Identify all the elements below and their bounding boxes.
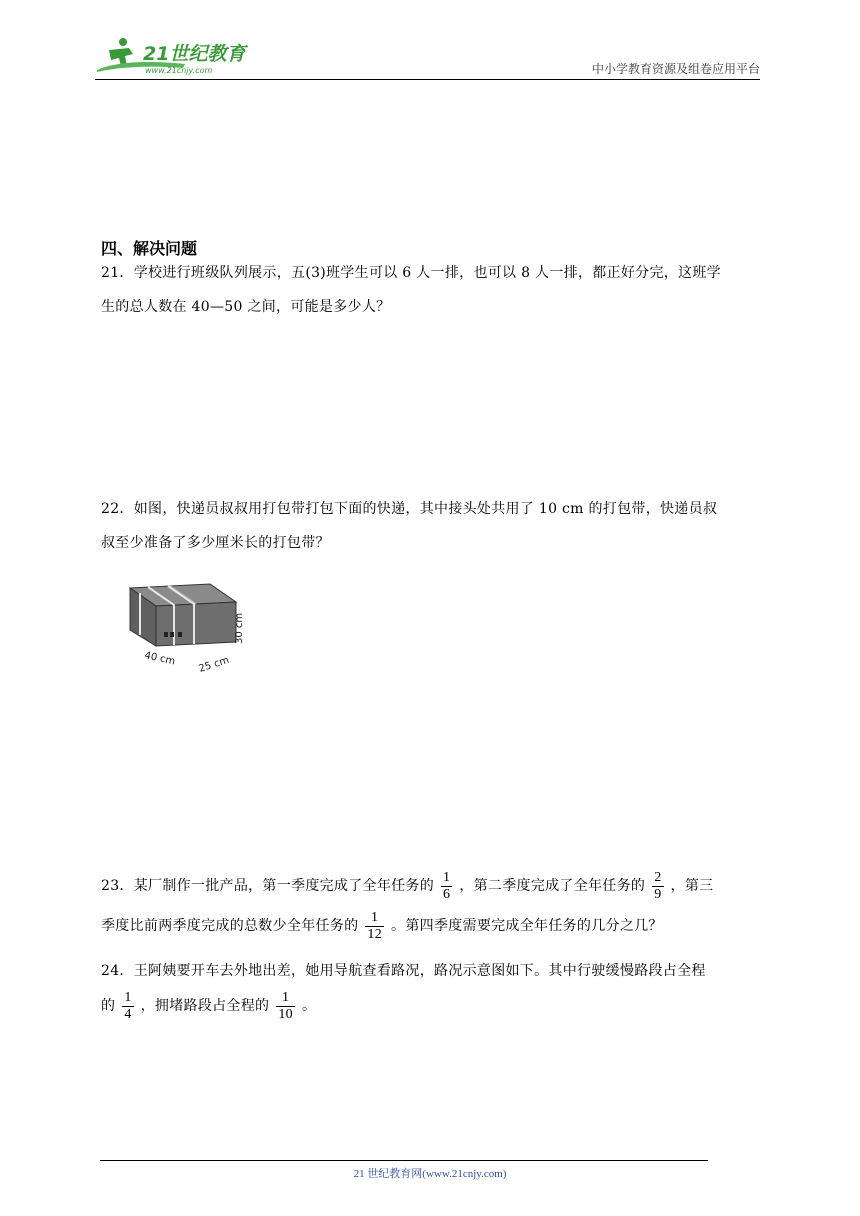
fraction-numerator: 1 <box>281 989 290 1005</box>
fraction-one-sixth <box>441 870 452 903</box>
fraction-two-ninths <box>652 870 663 903</box>
length-label: 40 cm <box>143 650 177 668</box>
question-23-text-1: 23．某厂制作一批产品，第一季度完成了全年任务的 <box>101 878 435 894</box>
fraction-denominator: 9 <box>654 886 662 902</box>
logo-wordmark: 21世纪教育 <box>143 43 246 65</box>
question-24-text-1: 的 <box>101 998 116 1014</box>
fraction-numerator: 2 <box>654 869 662 885</box>
fraction-one-quarter <box>122 990 133 1023</box>
question-21 <box>101 256 763 324</box>
question-22-line-2: 叔至少准备了多少厘米长的打包带？ <box>101 535 330 551</box>
fraction-one-tenth <box>276 990 295 1023</box>
question-22-line-1: 22．如图，快递员叔叔用打包带打包下面的快递，其中接头处共用了 10 cm 的打包带，快递员叔 <box>101 501 718 517</box>
height-label: 30 cm <box>234 612 245 644</box>
fraction-numerator: 1 <box>443 869 451 885</box>
question-23-text-5: 。第四季度需要完成全年任务的几分之几？ <box>391 918 663 934</box>
question-24-line-1: 24．王阿姨要开车去外地出差，她用导航查看路况，路况示意图如下。其中行驶缓慢路段占全程 <box>101 963 706 979</box>
fraction-one-twelfth <box>365 910 384 943</box>
fraction-denominator: 10 <box>278 1006 293 1022</box>
question-23-text-2: ，第二季度完成了全年任务的 <box>459 878 646 894</box>
package-box-figure <box>118 572 250 682</box>
fraction-numerator: 1 <box>124 989 132 1005</box>
question-21-line-2: 生的总人数在 40—50 之间，可能是多少人？ <box>101 299 391 315</box>
header-divider <box>95 79 760 80</box>
fraction-numerator: 1 <box>371 909 379 925</box>
question-23-text-3: ，第三 <box>670 878 714 894</box>
question-23-text-4: 季度比前两季度完成的总数少全年任务的 <box>101 918 359 934</box>
question-22 <box>101 492 763 560</box>
question-24-text-3: 。 <box>301 998 317 1014</box>
footer-link[interactable]: 21 世纪教育网(www.21cnjy.com) <box>353 1168 507 1180</box>
platform-name: 中小学教育资源及组卷应用平台 <box>591 62 760 76</box>
question-24 <box>101 956 763 1026</box>
fraction-denominator: 6 <box>443 886 451 902</box>
logo-url: www.21cnjy.com <box>145 66 213 75</box>
question-23 <box>101 866 763 946</box>
question-24-line-2 <box>101 986 763 1026</box>
fraction-denominator: 12 <box>367 926 383 942</box>
question-23-line-2 <box>101 906 763 946</box>
footer-divider <box>100 1160 708 1161</box>
question-23-line-1 <box>101 866 763 906</box>
section-title: 四、解决问题 <box>101 239 198 258</box>
site-logo <box>95 36 260 76</box>
width-label: 25 cm <box>197 654 231 675</box>
question-21-line-1: 21．学校进行班级队列展示，五(3)班学生可以 6 人一排，也可以 8 人一排，都正好分完，这班学 <box>101 265 721 281</box>
question-24-text-2: ，拥堵路段占全程的 <box>140 998 270 1014</box>
fraction-denominator: 4 <box>124 1006 132 1022</box>
page-header <box>95 30 760 78</box>
